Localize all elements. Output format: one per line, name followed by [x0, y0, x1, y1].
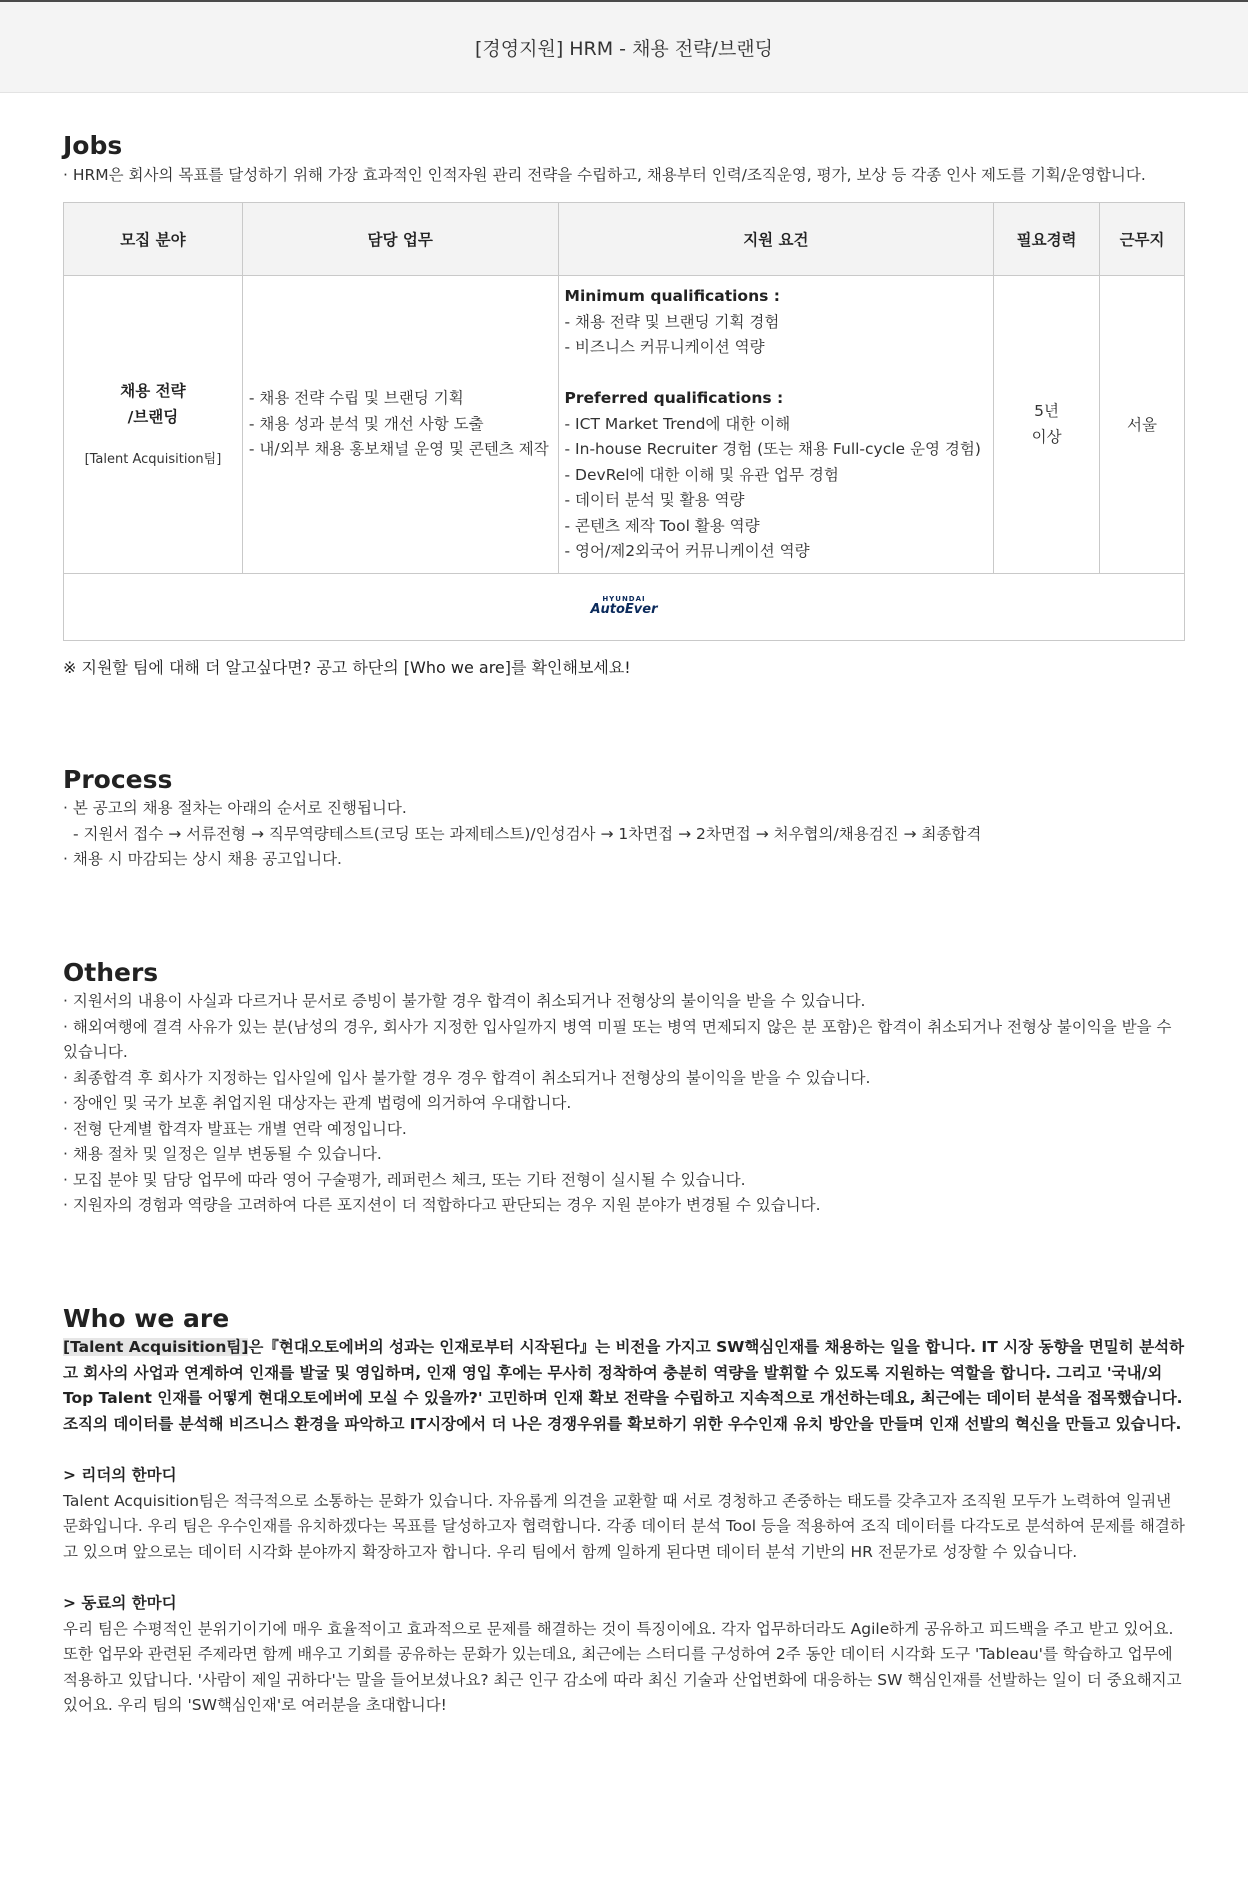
min-qualification-item: - 비즈니스 커뮤니케이션 역량: [564, 338, 765, 356]
others-item: · 해외여행에 결격 사유가 있는 분(남성의 경우, 회사가 지정한 입사일까지 병역 미필 또는 병역 면제되지 않은 분 포함)은 합격이 취소되거나 전형상 불이익을 받을 수 있습니다.: [63, 1017, 1172, 1061]
others-item: · 전형 단계별 합격자 발표는 개별 연락 예정입니다.: [63, 1119, 407, 1138]
pref-qualifications-label: Preferred qualifications :: [564, 389, 784, 407]
page-title: [경영지원] HRM - 채용 전략/브랜딩: [474, 37, 774, 60]
field-title-line-2: /브랜딩: [127, 408, 179, 427]
team-intro: [63, 1335, 1185, 1437]
process-steps: - 지원서 접수 → 서류전형 → 직무역량테스트(코딩 또는 과제테스트)/인성검사 → 1차면접 → 2차면접 → 처우협의/채용검진 → 최종합격: [73, 824, 982, 843]
requirements-cell: [558, 276, 994, 574]
who-we-are-heading: Who we are: [63, 1303, 230, 1333]
who-we-are-section: [63, 1303, 1185, 1719]
others-item: · 장애인 및 국가 보훈 취업지원 대상자는 관계 법령에 의거하여 우대합니다.: [63, 1094, 572, 1112]
others-heading: Others: [63, 957, 159, 987]
logo-row: [64, 573, 1185, 640]
pref-qualification-item: - 데이터 분석 및 활용 역량: [564, 491, 745, 509]
process-section: [63, 764, 1185, 873]
jobs-description: · HRM은 회사의 목표를 달성하기 위해 가장 효과적인 인적자원 관리 전략을 수립하고, 채용부터 인력/조직운영, 평가, 보상 등 각종 인사 제도를 기획/운영합니다.: [63, 165, 1146, 184]
experience-suffix: 이상: [1031, 428, 1062, 447]
leader-text: Talent Acquisition팀은 적극적으로 소통하는 문화가 있습니다. 자유롭게 의견을 교환할 때 서로 경청하고 존중하는 태도를 갖추고자 조직원 모두가 노력하여 일궈낸 문화입니다. 우리 팀은 우수인재를 유치하겠다는 목표를 달성하고자 협력합니다. 각종 데이터 분석 Tool 등을 적용하여 조직 데이터를 다각도로 분석하여 문제를 해결하고 있으며 앞으로는 데이터 시각화 분야까지 확장하고자 합니다. 우리 팀에서 함께 일하게 된다면 데이터 분석 기반의 HR 전문가로 성장할 수 있습니다.: [63, 1491, 1185, 1561]
pref-qualification-item: - 콘텐츠 제작 Tool 활용 역량: [564, 516, 760, 535]
jobs-section: [63, 130, 1185, 678]
table-header: 모집 분야: [64, 203, 243, 276]
field-title-line-1: 채용 전략: [120, 382, 186, 401]
duty-item: - 채용 전략 수립 및 브랜딩 기획: [248, 389, 464, 407]
jobs-heading: Jobs: [63, 131, 123, 160]
hyundai-autoever-logo: [590, 596, 657, 616]
table-header-row: [64, 203, 1185, 276]
leader-label: > 리더의 한마디: [63, 1466, 177, 1484]
location-cell: 서울: [1100, 276, 1185, 574]
others-section: [63, 957, 1185, 1219]
process-heading: Process: [63, 764, 173, 794]
experience-years: 5년: [1034, 402, 1060, 421]
others-item: · 모집 분야 및 담당 업무에 따라 영어 구술평가, 레퍼런스 체크, 또는 기타 전형이 실시될 수 있습니다.: [63, 1170, 746, 1189]
table-header: 담당 업무: [242, 203, 558, 276]
others-item: · 최종합격 후 회사가 지정하는 입사일에 입사 불가할 경우 경우 합격이 취소되거나 전형상의 불이익을 받을 수 있습니다.: [63, 1068, 871, 1087]
table-header: 근무지: [1100, 203, 1185, 276]
process-line: · 채용 시 마감되는 상시 채용 공고입니다.: [63, 850, 342, 868]
logo-cell: [64, 573, 1185, 640]
jobs-table: [63, 202, 1185, 641]
peer-text: 우리 팀은 수평적인 분위기이기에 매우 효율적이고 효과적으로 문제를 해결하는 것이 특징이에요. 각자 업무하더라도 Agile하게 공유하고 피드백을 주고 받고 있어요. 또한 업무와 관련된 주제라면 함께 배우고 기회를 공유하는 문화가 있는데요, 최근에는 스터디를 구성하여 2주 동안 데이터 시각화 도구 'Tableau'를 학습하고 업무에 적용하고 있답니다. '사람이 제일 귀하다'는 말을 들어보셨나요? 최근 인구 감소에 따라 최신 기술과 산업변화에 대응하는 SW 핵심인재를 선발하는 일이 더 중요해지고 있어요. 우리 팀의 'SW핵심인재'로 여러분을 초대합니다!: [63, 1619, 1182, 1714]
team-name-highlight: [Talent Acquisition팀]: [63, 1338, 249, 1356]
logo-bottom-text: AutoEver: [590, 602, 658, 617]
logo-top-text: HYUNDAI: [602, 595, 646, 603]
others-item: · 지원서의 내용이 사실과 다르거나 문서로 증빙이 불가할 경우 합격이 취소되거나 전형상의 불이익을 받을 수 있습니다.: [63, 992, 866, 1010]
min-qualifications-label: Minimum qualifications :: [564, 287, 780, 305]
pref-qualification-item: - DevRel에 대한 이해 및 유관 업무 경험: [564, 465, 839, 484]
duty-item: - 내/외부 채용 홍보채널 운영 및 콘텐츠 제작: [248, 440, 549, 458]
pref-qualification-item: - In-house Recruiter 경험 (또는 채용 Full-cycle 운영 경험): [564, 440, 981, 458]
field-cell: [64, 276, 243, 574]
main-content: [63, 130, 1185, 1719]
table-row: [64, 276, 1185, 574]
table-header: 지원 요건: [558, 203, 994, 276]
duties-cell: [242, 276, 558, 574]
experience-cell: [994, 276, 1100, 574]
team-info-note: ※ 지원할 팀에 대해 더 알고싶다면? 공고 하단의 [Who we are]를 확인해보세요!: [63, 657, 631, 677]
min-qualification-item: - 채용 전략 및 브랜딩 기획 경험: [564, 312, 780, 331]
peer-label: > 동료의 한마디: [63, 1594, 177, 1612]
others-item: · 지원자의 경험과 역량을 고려하여 다른 포지션이 더 적합하다고 판단되는 경우 지원 분야가 변경될 수 있습니다.: [63, 1196, 821, 1214]
process-line: · 본 공고의 채용 절차는 아래의 순서로 진행됩니다.: [63, 799, 407, 817]
pref-qualification-item: - 영어/제2외국어 커뮤니케이션 역량: [564, 542, 810, 560]
others-item: · 채용 절차 및 일정은 일부 변동될 수 있습니다.: [63, 1145, 382, 1163]
duty-item: - 채용 성과 분석 및 개선 사항 도출: [248, 414, 484, 433]
team-intro-text: 은『현대오토에버의 성과는 인재로부터 시작된다』는 비전을 가지고 SW핵심인재를 채용하는 일을 합니다. IT 시장 동향을 면밀히 분석하고 회사의 사업과 연계하여 인재를 발굴 및 영입하며, 인재 영입 후에는 무사히 정착하여 충분히 역량을 발휘할 수 있도록 지원하는 역할을 합니다. 그리고 '국내/외 Top Talent 인재를 어떻게 현대오토에버에 모실 수 있을까?' 고민하며 인재 확보 전략을 수립하고 지속적으로 개선하는데요, 최근에는 데이터 분석을 접목했습니다. 조직의 데이터를 분석해 비즈니스 환경을 파악하고 IT시장에서 더 나은 경쟁우위를 확보하기 위한 우수인재 유치 방안을 만들며 인재 선발의 혁신을 만들고 있습니다.: [63, 1338, 1185, 1433]
page-header: [0, 2, 1248, 93]
field-team: [Talent Acquisition팀]: [84, 452, 222, 468]
pref-qualification-item: - ICT Market Trend에 대한 이해: [564, 414, 791, 433]
table-header: 필요경력: [994, 203, 1100, 276]
